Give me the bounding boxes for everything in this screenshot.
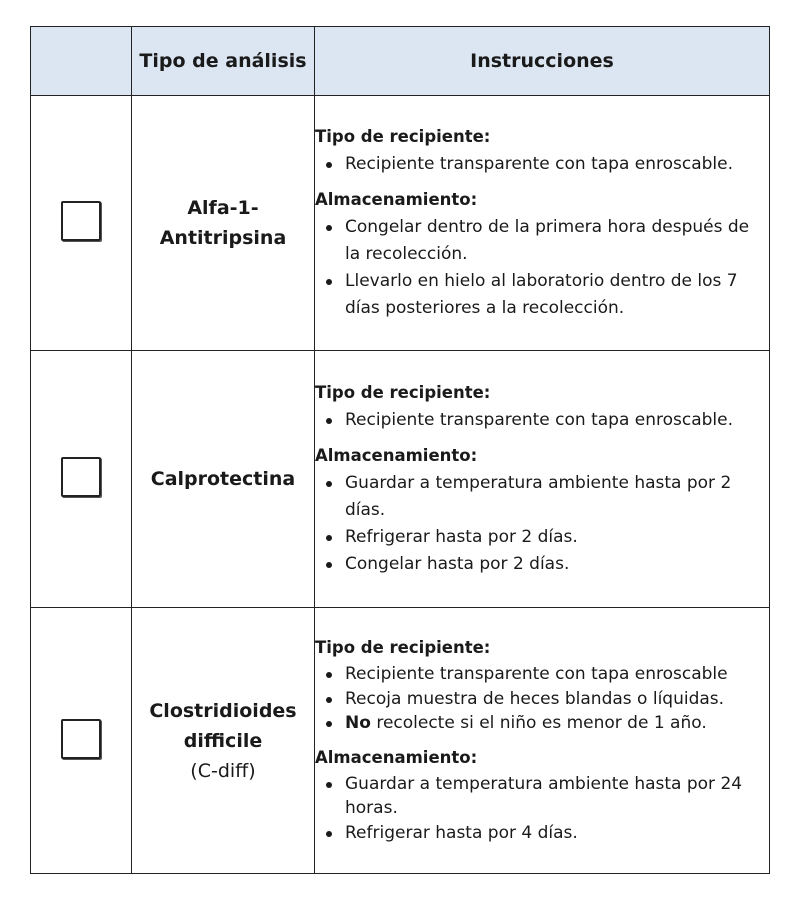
container-list — [315, 407, 769, 434]
test-name: Alfa-1-Antitripsina — [159, 197, 287, 249]
list-item: Refrigerar hasta por 4 días. — [345, 821, 769, 846]
test-name: Calprotectina — [150, 468, 296, 490]
lab-test-table — [30, 26, 770, 874]
header-checkbox-column — [31, 27, 132, 96]
list-item: Recipiente transparente con tapa enroscable. — [345, 407, 769, 434]
list-item: Llevarlo en hielo al laboratorio dentro de los 7 días posteriores a la recolección. — [345, 268, 769, 322]
list-item: Recoja muestra de heces blandas o líquidas. — [345, 687, 769, 712]
table-header-row — [31, 27, 770, 96]
instructions-cell — [315, 351, 770, 608]
checkbox-alfa-1-antitripsina[interactable] — [61, 201, 101, 241]
list-item: Guardar a temperatura ambiente hasta por 2 días. — [345, 470, 769, 524]
container-list — [315, 662, 769, 736]
emphasis-no: No — [345, 713, 371, 733]
storage-heading: Almacenamiento: — [315, 189, 478, 209]
instructions-cell — [315, 608, 770, 874]
storage-heading: Almacenamiento: — [315, 747, 478, 767]
list-item-text: recolecte si el niño es menor de 1 año. — [376, 713, 707, 733]
test-abbreviation: (C-diff) — [190, 759, 256, 782]
list-item: Refrigerar hasta por 2 días. — [345, 524, 769, 551]
list-item: Guardar a temperatura ambiente hasta por 24 horas. — [345, 772, 769, 821]
list-item — [345, 711, 769, 736]
test-name: Clostridioides difficile — [149, 699, 297, 752]
storage-list — [315, 470, 769, 578]
list-item: Recipiente transparente con tapa enroscable — [345, 662, 769, 687]
table-row — [31, 96, 770, 351]
storage-list — [315, 772, 769, 846]
storage-heading: Almacenamiento: — [315, 445, 478, 465]
container-list — [315, 151, 769, 178]
table-row — [31, 608, 770, 874]
header-test-type: Tipo de análisis — [132, 27, 315, 96]
container-heading: Tipo de recipiente: — [315, 126, 491, 146]
list-item: Recipiente transparente con tapa enroscable. — [345, 151, 769, 178]
checkbox-calprotectina[interactable] — [61, 457, 101, 497]
instructions-cell — [315, 96, 770, 351]
storage-list — [315, 214, 769, 322]
container-heading: Tipo de recipiente: — [315, 638, 491, 657]
list-item: Congelar hasta por 2 días. — [345, 551, 769, 578]
checkbox-clostridioides-difficile[interactable] — [61, 719, 101, 759]
list-item: Congelar dentro de la primera hora después de la recolección. — [345, 214, 769, 268]
table-row — [31, 351, 770, 608]
container-heading: Tipo de recipiente: — [315, 382, 491, 402]
header-instructions: Instrucciones — [315, 27, 770, 96]
